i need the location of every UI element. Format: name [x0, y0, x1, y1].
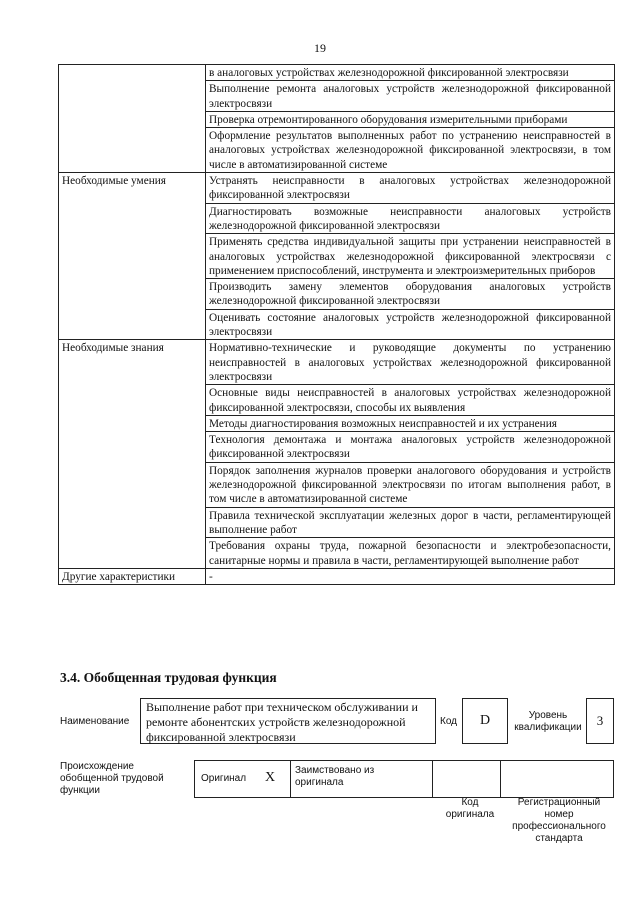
row-text: Оценивать состояние аналоговых устройств железнодорожной фиксированной электросвязи — [206, 309, 615, 340]
reg-number-cell — [501, 761, 613, 797]
level-value-box: 3 — [586, 698, 614, 744]
row-label — [59, 65, 206, 173]
row-text: Диагностировать возможные неисправности аналоговых устройств железнодорожной фиксированной электросвязи — [206, 203, 615, 234]
row-text: Основные виды неисправностей в аналоговых устройствах железнодорожной фиксированной электросвязи, способы их выявления — [206, 385, 615, 416]
row-text: - — [206, 568, 615, 584]
row-text: Методы диагностирования возможных неисправностей и их устранения — [206, 415, 615, 431]
row-label: Необходимые знания — [59, 340, 206, 568]
row-label: Другие характеристики — [59, 568, 206, 584]
row-label: Необходимые умения — [59, 173, 206, 340]
borrowed-label: Заимствовано из оригинала — [295, 765, 375, 788]
row-text: Производить замену элементов оборудования аналоговых устройств железнодорожной фиксированной электросвязи — [206, 279, 615, 310]
code-value-box: D — [462, 698, 508, 744]
function-name-box: Выполнение работ при техническом обслуживании и ремонте абонентских устройств железнодорожной фиксированной электросвязи — [140, 698, 436, 744]
row-text: Проверка отремонтированного оборудования измерительными приборами — [206, 111, 615, 127]
origin-label: Происхождение обобщенной трудовой функции — [60, 761, 164, 796]
code-label: Код — [440, 716, 458, 727]
page-number: 19 — [314, 41, 326, 55]
row-text: Нормативно-технические и руководящие документы по устранению неисправностей в аналоговых устройствах железнодорожной фиксированной электросвязи — [206, 340, 615, 385]
original-mark: X — [265, 770, 276, 785]
original-label: Оригинал — [201, 773, 247, 784]
row-text: в аналоговых устройствах железнодорожной фиксированной электросвязи — [206, 65, 615, 81]
row-text: Оформление результатов выполненных работ по устранению неисправностей в аналоговых устройствах железнодорожной фиксированной электросвязи, в том числе в автоматизированной системе — [206, 128, 615, 173]
row-text: Технология демонтажа и монтажа аналоговых устройств железнодорожной фиксированной электросвязи — [206, 432, 615, 463]
table-row — [59, 568, 615, 584]
origin-row — [194, 760, 614, 798]
table-row — [59, 340, 615, 385]
section-heading: 3.4. Обобщенная трудовая функция — [60, 670, 277, 685]
code-original-label: Код оригинала — [445, 797, 495, 820]
row-text: Правила технической эксплуатации железных дорог в части, регламентирующей выполнение работ — [206, 507, 615, 538]
reg-number-label: Регистрационный номер профессионального стандарта — [512, 797, 606, 844]
row-text: Выполнение ремонта аналоговых устройств железнодорожной фиксированной электросвязи — [206, 81, 615, 112]
code-original-cell — [433, 761, 501, 797]
row-text: Требования охраны труда, пожарной безопасности и электробезопасности, санитарные нормы и правила в части, регламентирующей выполнение работ — [206, 538, 615, 569]
table-row — [59, 65, 615, 81]
row-text: Порядок заполнения журналов проверки аналогового оборудования и устройств железнодорожной фиксированной электросвязи по итогам выполнения работ, в том числе в автоматизированной системе — [206, 462, 615, 507]
table-row — [59, 173, 615, 204]
level-label: Уровень квалификации — [514, 710, 582, 733]
name-label: Наименование — [60, 716, 130, 727]
row-text: Применять средства индивидуальной защиты при устранении неисправностей в аналоговых устройствах железнодорожной фиксированной электросвязи с применением приспособлений, инструмента и электроизмерительных приборов — [206, 234, 615, 279]
borrowed-cell — [291, 761, 433, 797]
original-cell — [195, 761, 291, 797]
row-text: Устранять неисправности в аналоговых устройствах железнодорожной фиксированной электросвязи — [206, 173, 615, 204]
skills-table — [58, 64, 615, 585]
